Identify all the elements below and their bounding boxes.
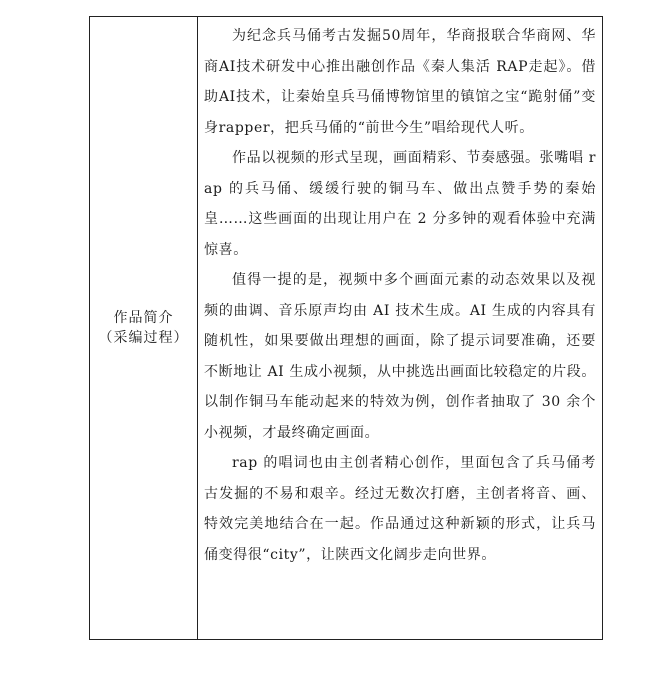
paragraph-lyrics: rap 的唱词也由主创者精心创作，里面包含了兵马俑考古发掘的不易和艰辛。经过无数次打磨，主创者将音、画、特效完美地结合在一起。作品通过这种新颖的形式，让兵马俑变得很“city”，让陕西文化阔步走向世界。: [204, 455, 596, 563]
intro-table: [89, 16, 603, 640]
paragraph-background: 为纪念兵马俑考古发掘50周年，华商报联合华商网、华商AI技术研发中心推出融创作品《秦人集活 RAP走起》。借助AI技术，让秦始皇兵马俑博物馆里的镇馆之宝“跪射俑”变身rapper，把兵马俑的“前世今生”唱给现代人听。: [204, 28, 596, 136]
intro-row: [90, 17, 603, 640]
paragraph-presentation: 作品以视频的形式呈现，画面精彩、节奏感强。张嘴唱 rap 的兵马俑、缓缓行驶的铜马车、做出点赞手势的秦始皇……这些画面的出现让用户在 2 分多钟的观看体验中充满惊喜。: [204, 150, 596, 258]
content-cell: [198, 17, 603, 640]
label-subtitle: （采编过程）: [98, 330, 189, 346]
paragraph-ai-generation: 值得一提的是，视频中多个画面元素的动态效果以及视频的曲调、音乐原声均由 AI 技术生成。AI 生成的内容具有随机性，如果要做出理想的画面，除了提示词要准确，还要不断地让 AI 生成小视频，从中挑选出画面比较稳定的片段。以制作铜马车能动起来的特效为例，创作者抽取了 30 余个小视频，才最终确定画面。: [204, 272, 596, 441]
label-title: 作品简介: [113, 310, 174, 326]
label-cell: [90, 17, 198, 640]
